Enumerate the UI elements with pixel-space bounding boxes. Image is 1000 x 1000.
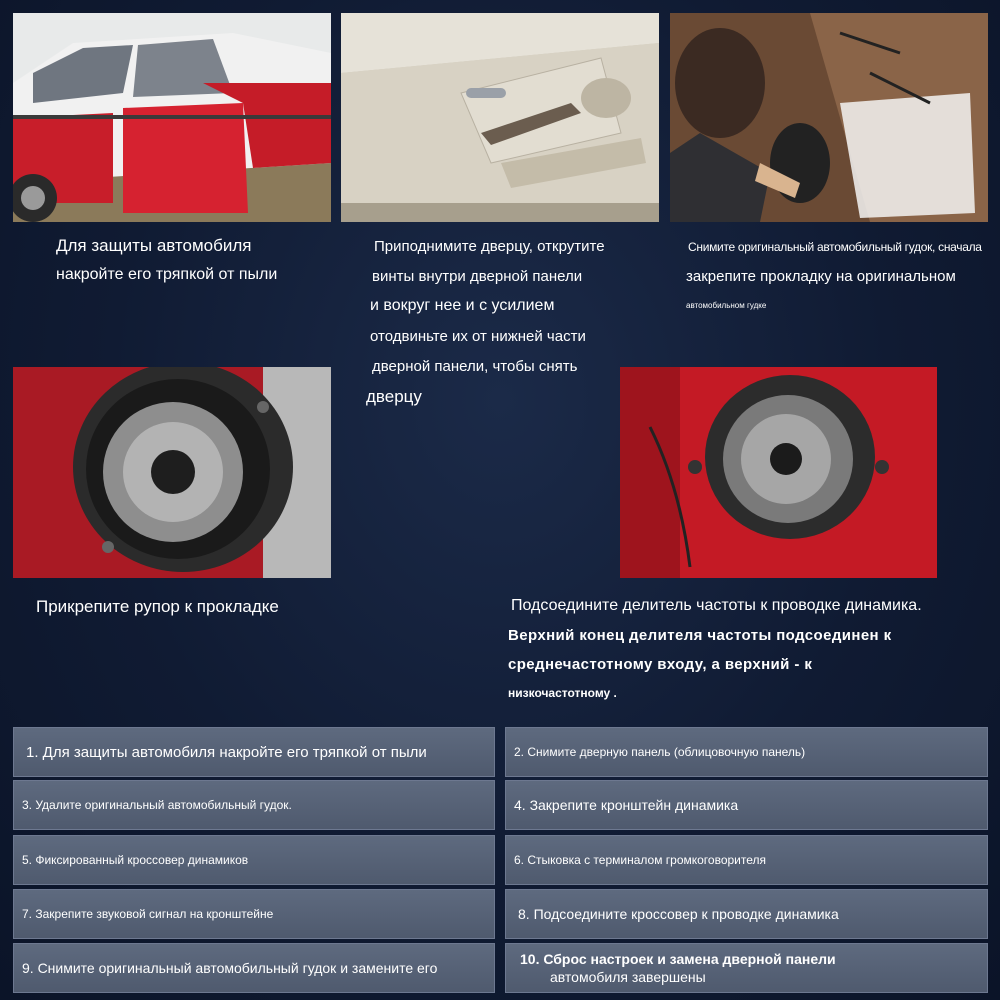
step-1 xyxy=(13,727,495,777)
speaker-spacer-illustration xyxy=(13,367,331,578)
step-3 xyxy=(13,780,495,830)
step-7 xyxy=(13,889,495,939)
caption-line: низкочастотному . xyxy=(508,686,617,700)
step-label: 2. Снимите дверную панель (облицовочную панель) xyxy=(514,745,806,759)
photo-speaker-spacer xyxy=(13,367,331,578)
step-2 xyxy=(505,727,988,777)
step-label: 3. Удалите оригинальный автомобильный гудок. xyxy=(22,798,292,812)
step-5 xyxy=(13,835,495,885)
step-8 xyxy=(505,889,988,939)
photo-speaker-installed xyxy=(620,367,937,578)
caption-line: винты внутри дверной панели xyxy=(372,268,583,285)
step-6 xyxy=(505,835,988,885)
caption-line: Верхний конец делителя частоты подсоединен к xyxy=(508,627,892,644)
step-label: 6. Стыковка с терминалом громкоговорителя xyxy=(514,853,767,867)
caption-line: дверцу xyxy=(366,387,422,406)
photo-car-covered xyxy=(13,13,331,222)
speaker-installed-illustration xyxy=(620,367,937,578)
step-label: 9. Снимите оригинальный автомобильный гудок и замените его xyxy=(22,960,438,976)
step-4 xyxy=(505,780,988,830)
caption-line: закрепите прокладку на оригинальном xyxy=(686,268,956,285)
step-label-continued: автомобиля завершены xyxy=(550,969,706,985)
step-label: 7. Закрепите звуковой сигнал на кронштейне xyxy=(22,907,274,921)
step-9 xyxy=(13,943,495,993)
photo-remove-speaker xyxy=(670,13,988,222)
caption-line: дверной панели, чтобы снять xyxy=(372,358,578,375)
caption-line: Приподнимите дверцу, открутите xyxy=(374,238,605,255)
step-label: 1. Для защиты автомобиля накройте его тряпкой от пыли xyxy=(26,743,427,761)
caption-line: Снимите оригинальный автомобильный гудок, сначала xyxy=(688,240,982,254)
caption-line: автомобильном гудке xyxy=(686,301,767,310)
caption-line: Для защиты автомобиля xyxy=(56,236,252,255)
door-panel-illustration xyxy=(341,13,659,222)
step-label: 4. Закрепите кронштейн динамика xyxy=(514,797,739,813)
photo-door-panel xyxy=(341,13,659,222)
step-label: 8. Подсоедините кроссовер к проводке динамика xyxy=(518,906,839,922)
caption-line: накройте его тряпкой от пыли xyxy=(56,266,278,283)
remove-speaker-illustration xyxy=(670,13,988,222)
caption-line: среднечастотному входу, а верхний - к xyxy=(508,656,813,673)
car-cover-illustration xyxy=(13,13,331,222)
caption-line: Подсоедините делитель частоты к проводке динамика. xyxy=(511,597,922,614)
step-10 xyxy=(505,943,988,993)
caption-line: Прикрепите рупор к прокладке xyxy=(36,597,279,616)
caption-line: и вокруг нее и с усилием xyxy=(370,297,555,314)
step-label: 5. Фиксированный кроссовер динамиков xyxy=(22,853,249,867)
caption-line: отодвиньте их от нижней части xyxy=(370,328,586,345)
step-label: 10. Сброс настроек и замена дверной панели xyxy=(520,951,836,967)
